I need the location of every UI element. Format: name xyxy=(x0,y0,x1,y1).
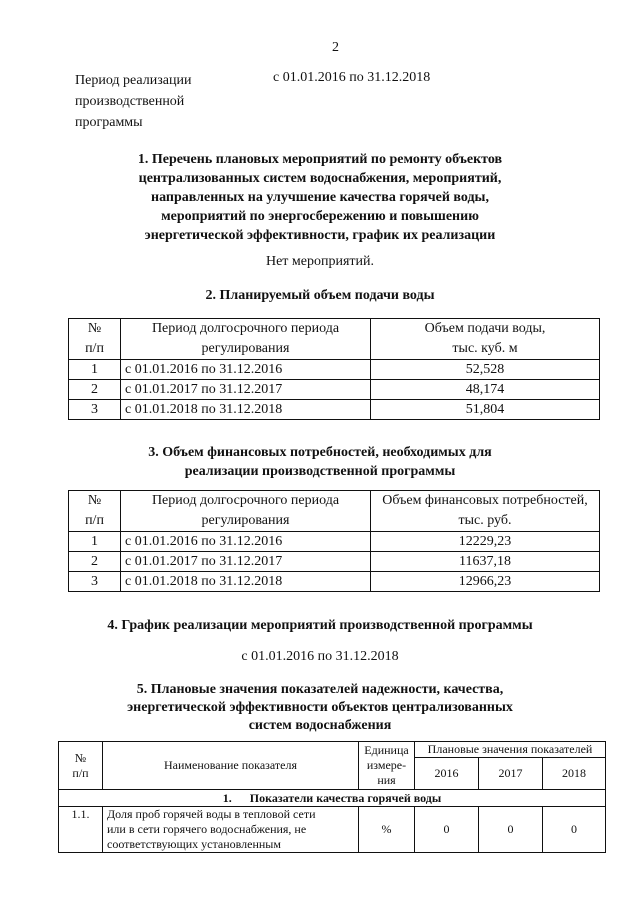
period-label-line: производственной xyxy=(75,94,185,109)
table-row xyxy=(69,400,600,420)
col-unit-header-line: ния xyxy=(377,773,396,787)
row-period: с 01.01.2018 по 31.12.2018 xyxy=(121,572,371,592)
section-3-title xyxy=(0,443,640,481)
col-unit-header xyxy=(359,742,415,790)
col-value-header-2: тыс. куб. м xyxy=(371,339,600,360)
col-value-header: Объем финансовых потребностей, xyxy=(371,491,600,512)
col-planned-header: Плановые значения показателей xyxy=(415,742,606,758)
row-unit: % xyxy=(359,807,415,853)
col-value-header: Объем подачи воды, xyxy=(371,319,600,340)
financial-needs-table xyxy=(68,490,600,592)
section-1-title-line: мероприятий по энергосбережению и повышению xyxy=(161,209,479,224)
table-header-row xyxy=(69,339,600,360)
row-value: 12229,23 xyxy=(371,532,600,552)
row-num: 2 xyxy=(69,552,121,572)
section-1-title-line: энергетической эффективности, график их реализации xyxy=(144,228,496,243)
row-value-2016: 0 xyxy=(415,807,479,853)
row-value-2018: 0 xyxy=(543,807,606,853)
table-header-row xyxy=(69,511,600,532)
section-3-title-line: реализации производственной программы xyxy=(184,464,456,479)
row-num: 1 xyxy=(69,360,121,380)
table-row xyxy=(69,552,600,572)
period-value: с 01.01.2016 по 31.12.2018 xyxy=(273,70,431,85)
col-period-header-2: регулирования xyxy=(121,339,371,360)
row-value-2017: 0 xyxy=(479,807,543,853)
period-label-line: программы xyxy=(75,115,143,130)
row-value: 51,804 xyxy=(371,400,600,420)
group-row xyxy=(59,790,606,807)
row-name xyxy=(103,807,359,853)
table-row xyxy=(69,532,600,552)
row-num: 2 xyxy=(69,380,121,400)
indicators-table xyxy=(58,741,606,853)
table-header-row xyxy=(59,742,606,758)
col-period-header-2: регулирования xyxy=(121,511,371,532)
no-activities-text: Нет мероприятий. xyxy=(265,254,375,269)
row-period: с 01.01.2016 по 31.12.2016 xyxy=(121,532,371,552)
col-year-header: 2017 xyxy=(479,758,543,790)
row-value: 48,174 xyxy=(371,380,600,400)
col-num-header-2: п/п xyxy=(69,339,121,360)
row-name-line: Доля проб горячей воды в тепловой сети xyxy=(107,807,316,821)
section-1-title-line: 1. Перечень плановых мероприятий по ремонту объектов xyxy=(137,152,503,167)
col-num-header: № xyxy=(69,319,121,340)
col-period-header: Период долгосрочного периода xyxy=(121,491,371,512)
col-year-header: 2018 xyxy=(543,758,606,790)
table-row xyxy=(69,360,600,380)
col-name-header: Наименование показателя xyxy=(103,742,359,790)
col-value-header-2: тыс. руб. xyxy=(371,511,600,532)
table-row xyxy=(59,807,606,853)
row-num: 3 xyxy=(69,400,121,420)
section-4-title: 4. График реализации мероприятий производственной программы xyxy=(107,618,533,633)
section-5-title xyxy=(0,681,640,735)
water-supply-table xyxy=(68,318,600,420)
row-name-line: соответствующих установленным xyxy=(107,837,281,851)
table-header-row xyxy=(69,319,600,340)
table-row xyxy=(69,572,600,592)
col-unit-header-line: Единица xyxy=(364,743,409,757)
col-num-header-line: № xyxy=(74,750,87,765)
row-num: 1 xyxy=(69,532,121,552)
col-year-header: 2016 xyxy=(415,758,479,790)
row-num: 3 xyxy=(69,572,121,592)
section-5-title-line: энергетической эффективности объектов централизованных xyxy=(127,700,513,715)
col-unit-header-line: измере- xyxy=(366,758,407,772)
row-period: с 01.01.2017 по 31.12.2017 xyxy=(121,380,371,400)
row-period: с 01.01.2018 по 31.12.2018 xyxy=(121,400,371,420)
col-num-header xyxy=(59,742,103,790)
row-name-line: или в сети горячего водоснабжения, не xyxy=(107,822,307,836)
section-1-title-line: направленных на улучшение качества горячей воды, xyxy=(151,190,489,205)
period-label xyxy=(75,70,191,133)
row-value: 12966,23 xyxy=(371,572,600,592)
row-value: 11637,18 xyxy=(371,552,600,572)
row-period: с 01.01.2017 по 31.12.2017 xyxy=(121,552,371,572)
group-row-title: 1. Показатели качества горячей воды xyxy=(59,790,606,807)
section-5-title-line: 5. Плановые значения показателей надежности, качества, xyxy=(136,682,504,697)
col-num-header-2: п/п xyxy=(69,511,121,532)
row-value: 52,528 xyxy=(371,360,600,380)
section-3-title-line: 3. Объем финансовых потребностей, необходимых для xyxy=(148,445,492,460)
schedule-period: с 01.01.2016 по 31.12.2018 xyxy=(241,649,399,664)
section-2-title: 2. Планируемый объем подачи воды xyxy=(205,288,435,303)
col-num-header: № xyxy=(69,491,121,512)
row-period: с 01.01.2016 по 31.12.2016 xyxy=(121,360,371,380)
section-5-title-line: систем водоснабжения xyxy=(248,718,392,733)
section-1-title xyxy=(0,150,640,245)
page-number: 2 xyxy=(332,40,339,55)
section-1-title-line: централизованных систем водоснабжения, мероприятий, xyxy=(138,171,502,186)
col-period-header: Период долгосрочного периода xyxy=(121,319,371,340)
table-header-row xyxy=(69,491,600,512)
row-num: 1.1. xyxy=(59,807,103,853)
col-num-header-line: п/п xyxy=(72,765,89,780)
table-row xyxy=(69,380,600,400)
period-label-line: Период реализации xyxy=(75,73,192,88)
